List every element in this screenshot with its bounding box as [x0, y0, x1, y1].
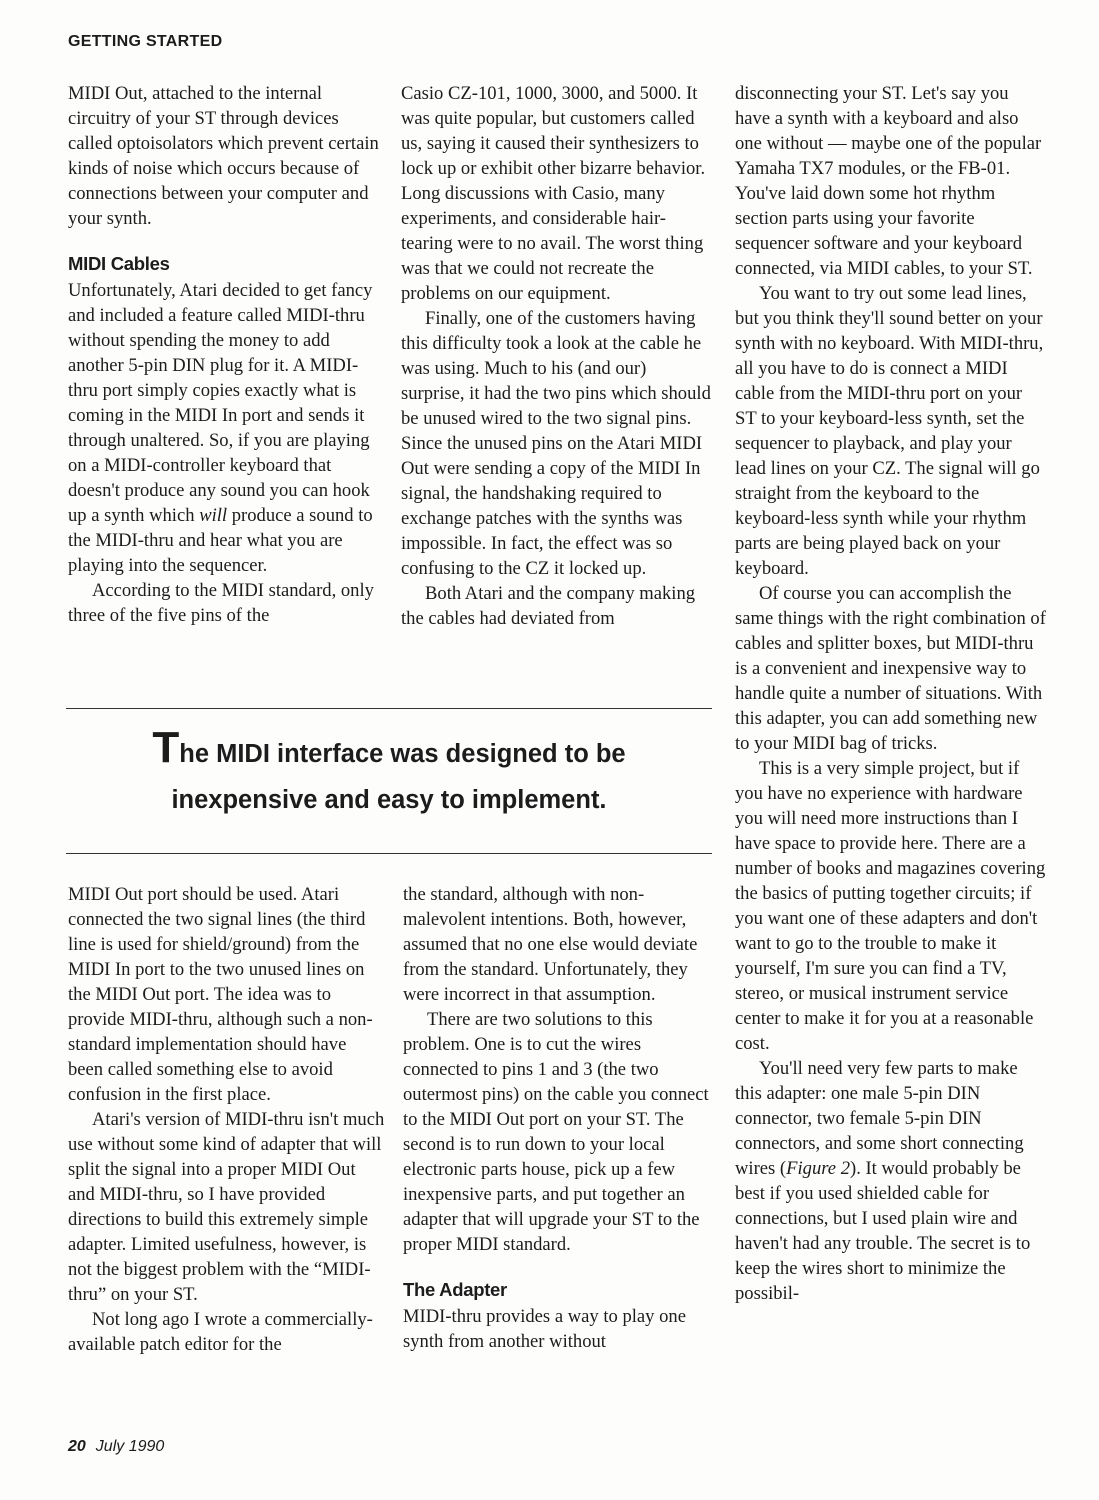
subheading-midi-cables: MIDI Cables — [68, 253, 170, 274]
page-number: 20 — [68, 1438, 86, 1455]
paragraph: disconnecting your ST. Let's say you have a synth with a keyboard and also one without — maybe one of the popular Yamaha TX7 modules, or the FB-01. You've laid down some hot rhythm section parts using your favorite sequencer software and your keyboard connected, via MIDI cables, to your ST. — [735, 83, 1042, 279]
paragraph: Not long ago I wrote a commercially-available patch editor for the — [68, 1309, 373, 1355]
column-2-bottom — [403, 882, 715, 1354]
paragraph: Casio CZ-101, 1000, 3000, and 5000. It was quite popular, but customers called us, saying it caused their synthesizers to lock up or exhibit other bizarre behavior. Long discussions with Casio, many experiments, and considerable hair-tearing were to no avail. The worst thing was that we could not recreate the problems on our equipment. — [401, 83, 706, 304]
paragraph: This is a very simple project, but if you have no experience with hardware you will need more instructions than I have space to provide here. There are a number of books and magazines covering the basics of putting together circuits; if you want one of these adapters and don't want to go to the trouble to make it yourself, I'm sure you can find a TV, stereo, or musical instrument service center to make it for you at a reasonable cost. — [735, 758, 1046, 1054]
paragraph: MIDI-thru provides a way to play one synth from another without — [403, 1306, 686, 1352]
column-1-top — [68, 81, 386, 628]
paragraph: Finally, one of the customers having this difficulty took a look at the cable he was using. Much to his (and our) surprise, it had the two pins which should be unused wired to the two signal pins. Since the unused pins on the Atari MIDI Out were sending a copy of the MIDI In signal, the handshaking required to exchange patches with the synths was impossible. In fact, the effect was so confusing to the CZ it locked up. — [401, 308, 711, 579]
paragraph: You want to try out some lead lines, but you think they'll sound better on your synth with no keyboard. With MIDI-thru, all you have to do is connect a MIDI cable from the MIDI-thru port on your ST to your keyboard-less synth, set the sequencer to playback, and play your lead lines on your CZ. The signal will go straight from the keyboard to the keyboard-less synth while your rhythm parts are being played back on your keyboard. — [735, 283, 1044, 579]
paragraph: MIDI Out, attached to the internal circuitry of your ST through devices called optoisolators which prevent certain kinds of noise which occurs because of connections between your computer and your synth. — [68, 83, 379, 229]
column-1-bottom — [68, 882, 386, 1357]
subheading-the-adapter: The Adapter — [403, 1279, 507, 1300]
paragraph: There are two solutions to this problem. One is to cut the wires connected to pins 1 and 3 (the two outermost pins) on the cable you connect to the MIDI Out port on your ST. The second is to run down to your local electronic parts house, pick up a few inexpensive parts, and put together an adapter that will upgrade your ST to the proper MIDI standard. — [403, 1009, 709, 1255]
pullquote-line-2: inexpensive and easy to implement. — [171, 786, 607, 814]
column-3 — [735, 81, 1047, 1306]
page-footer — [68, 1438, 164, 1456]
paragraph: MIDI Out port should be used. Atari connected the two signal lines (the third line is used for shield/ground) from the MIDI In port to the two unused lines on the MIDI Out port. The idea was to provide MIDI-thru, although such a non-standard implementation should have been called something else to avoid confusion in the first place. — [68, 884, 373, 1105]
pullquote-top-rule — [66, 708, 712, 709]
paragraph: Of course you can accomplish the same things with the right combination of cables and splitter boxes, but MIDI-thru is a convenient and inexpensive way to handle quite a number of situations. With this adapter, you can add something new to your MIDI bag of tricks. — [735, 583, 1046, 754]
pullquote-bottom-rule — [66, 853, 712, 854]
paragraph: the standard, although with non-malevolent intentions. Both, however, assumed that no one else would deviate from the standard. Unfortunately, they were incorrect in that assumption. — [403, 884, 698, 1005]
paragraph: You'll need very few parts to make this adapter: one male 5-pin DIN connector, two female 5-pin DIN connectors, and some short connecting wires (Figure 2). It would probably be best if you used shielded cable for connections, but I used plain wire and haven't had any trouble. The secret is to keep the wires short to minimize the possibil- — [735, 1058, 1031, 1304]
pullquote-line-1: The MIDI interface was designed to be — [152, 723, 626, 772]
column-2-top — [401, 81, 713, 631]
paragraph: According to the MIDI standard, only three of the five pins of the — [68, 580, 374, 626]
pullquote — [66, 723, 712, 823]
section-header: GETTING STARTED — [68, 33, 223, 50]
paragraph: Atari's version of MIDI-thru isn't much use without some kind of adapter that will split the signal into a proper MIDI Out and MIDI-thru, so I have provided directions to build this extremely simple adapter. Limited usefulness, however, is not the biggest problem with the “MIDI-thru” on your ST. — [68, 1109, 385, 1305]
paragraph: Both Atari and the company making the cables had deviated from — [401, 583, 696, 629]
paragraph: Unfortunately, Atari decided to get fancy and included a feature called MIDI-thru without spending the money to add another 5-pin DIN plug for it. A MIDI-thru port simply copies exactly what is coming in the MIDI In port and sends it through unaltered. So, if you are playing on a MIDI-controller keyboard that doesn't produce any sound you can hook up a synth which will produce a sound to the MIDI-thru and hear what you are playing into the sequencer. — [68, 280, 373, 576]
issue-date: July 1990 — [95, 1438, 165, 1455]
